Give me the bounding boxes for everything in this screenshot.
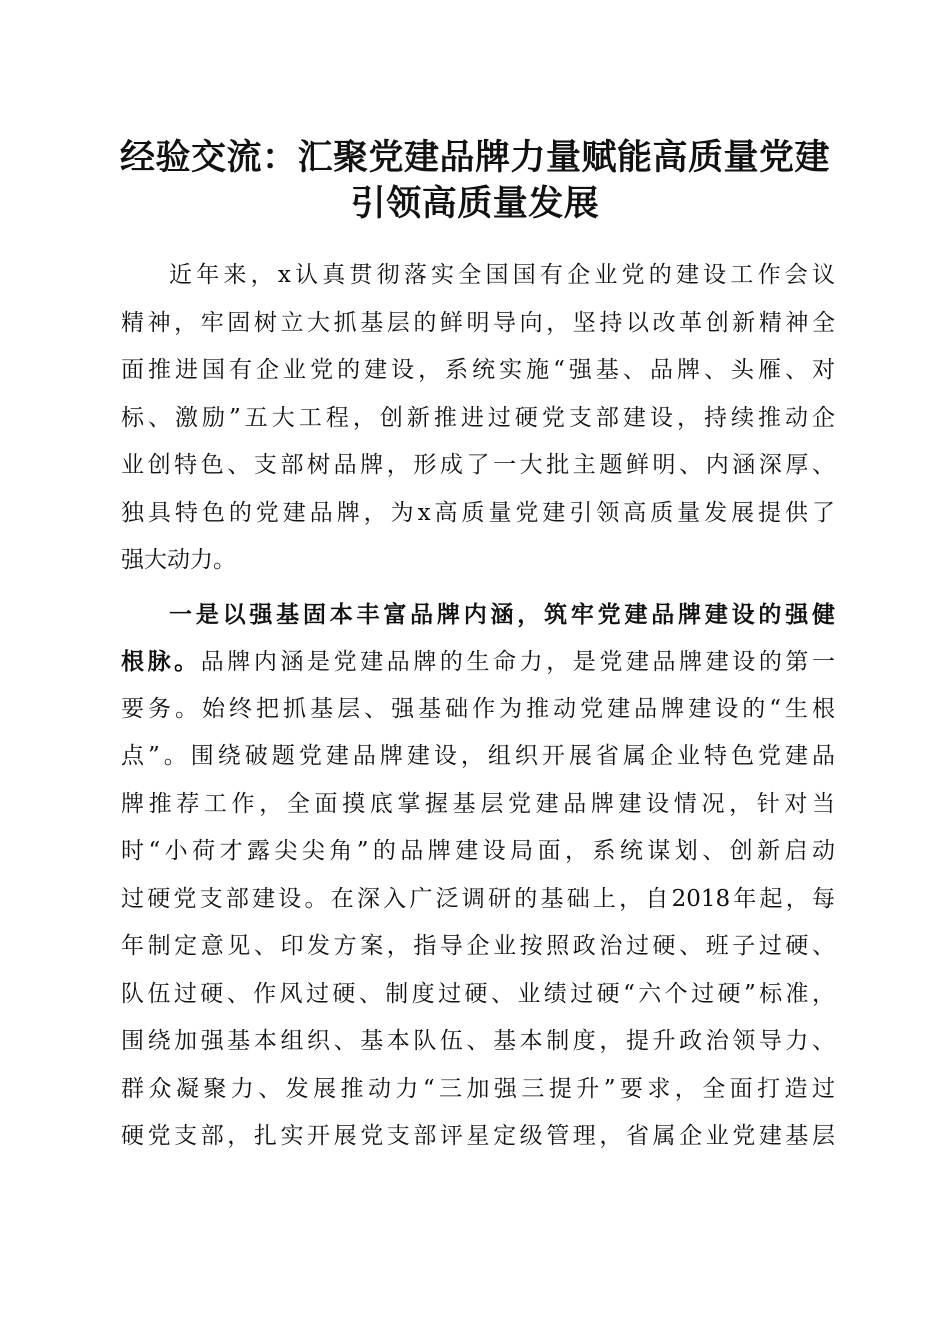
paragraph-2-heading-line (121, 591, 835, 639)
title-line-2: 引领高质量发展 (350, 183, 600, 224)
paragraph-1-line: 面推进国有企业党的建设，系统实施“强基、品牌、头雁、对 (121, 357, 835, 383)
document-title (100, 135, 850, 227)
paragraph-2-heading-part-1: 一是以强基固本丰富品牌内涵，筑牢党建品牌建设的强健 (169, 600, 835, 628)
paragraph-2-line: 围绕加强基本组织、基本队伍、基本制度，提升政治领导力、 (121, 1028, 835, 1054)
paragraph-1 (121, 252, 835, 585)
paragraph-2-first-line-rest: 品牌内涵是党建品牌的生命力，是党建品牌建设的第一 (200, 649, 836, 675)
paragraph-2-line: 群众凝聚力、发展推动力“三加强三提升”要求，全面打造过 (121, 1075, 835, 1102)
paragraph-2-line: 牌推荐工作，全面摸底掌握基层党建品牌建设情况，针对当 (121, 790, 835, 817)
paragraph-2-line: 时“小荷才露尖尖角”的品牌建设局面，系统谋划、创新启动 (121, 838, 835, 864)
paragraph-2-line: 点”。围绕破题党建品牌建设，组织开展省属企业特色党建品 (121, 743, 835, 769)
paragraph-2-line: 硬党支部，扎实开展党支部评星定级管理，省属企业党建基层 (121, 1123, 835, 1149)
paragraph-2-line: 要务。始终把抓基层、强基础作为推动党建品牌建设的“生根 (121, 695, 835, 722)
paragraph-1-line: 独具特色的党建品牌，为x高质量党建引领高质量发展提供了 (121, 499, 835, 526)
paragraph-1-line: 业创特色、支部树品牌，形成了一大批主题鲜明、内涵深厚、 (121, 452, 835, 478)
paragraph-1-line: 近年来，x认真贯彻落实全国国有企业党的建设工作会议 (169, 262, 835, 288)
paragraph-2-line: 队伍过硬、作风过硬、制度过硬、业绩过硬“六个过硬”标准， (121, 980, 835, 1007)
title-line-1: 经验交流：汇聚党建品牌力量赋能高质量党建 (119, 137, 830, 178)
paragraph-1-line: 精神，牢固树立大抓基层的鲜明导向，坚持以改革创新精神全 (121, 309, 835, 336)
paragraph-2-heading-part-2: 根脉。 (121, 648, 201, 675)
paragraph-2-line: 过硬党支部建设。在深入广泛调研的基础上，自2018年起，每 (121, 885, 835, 912)
paragraph-2-line (121, 638, 835, 686)
paragraph-2 (121, 591, 835, 1161)
paragraph-1-line: 标、激励”五大工程，创新推进过硬党支部建设，持续推动企 (121, 404, 835, 431)
paragraph-2-line: 年制定意见、印发方案，指导企业按照政治过硬、班子过硬、 (121, 933, 835, 959)
paragraph-1-line: 强大动力。 (121, 547, 236, 573)
document-body (121, 252, 835, 1161)
